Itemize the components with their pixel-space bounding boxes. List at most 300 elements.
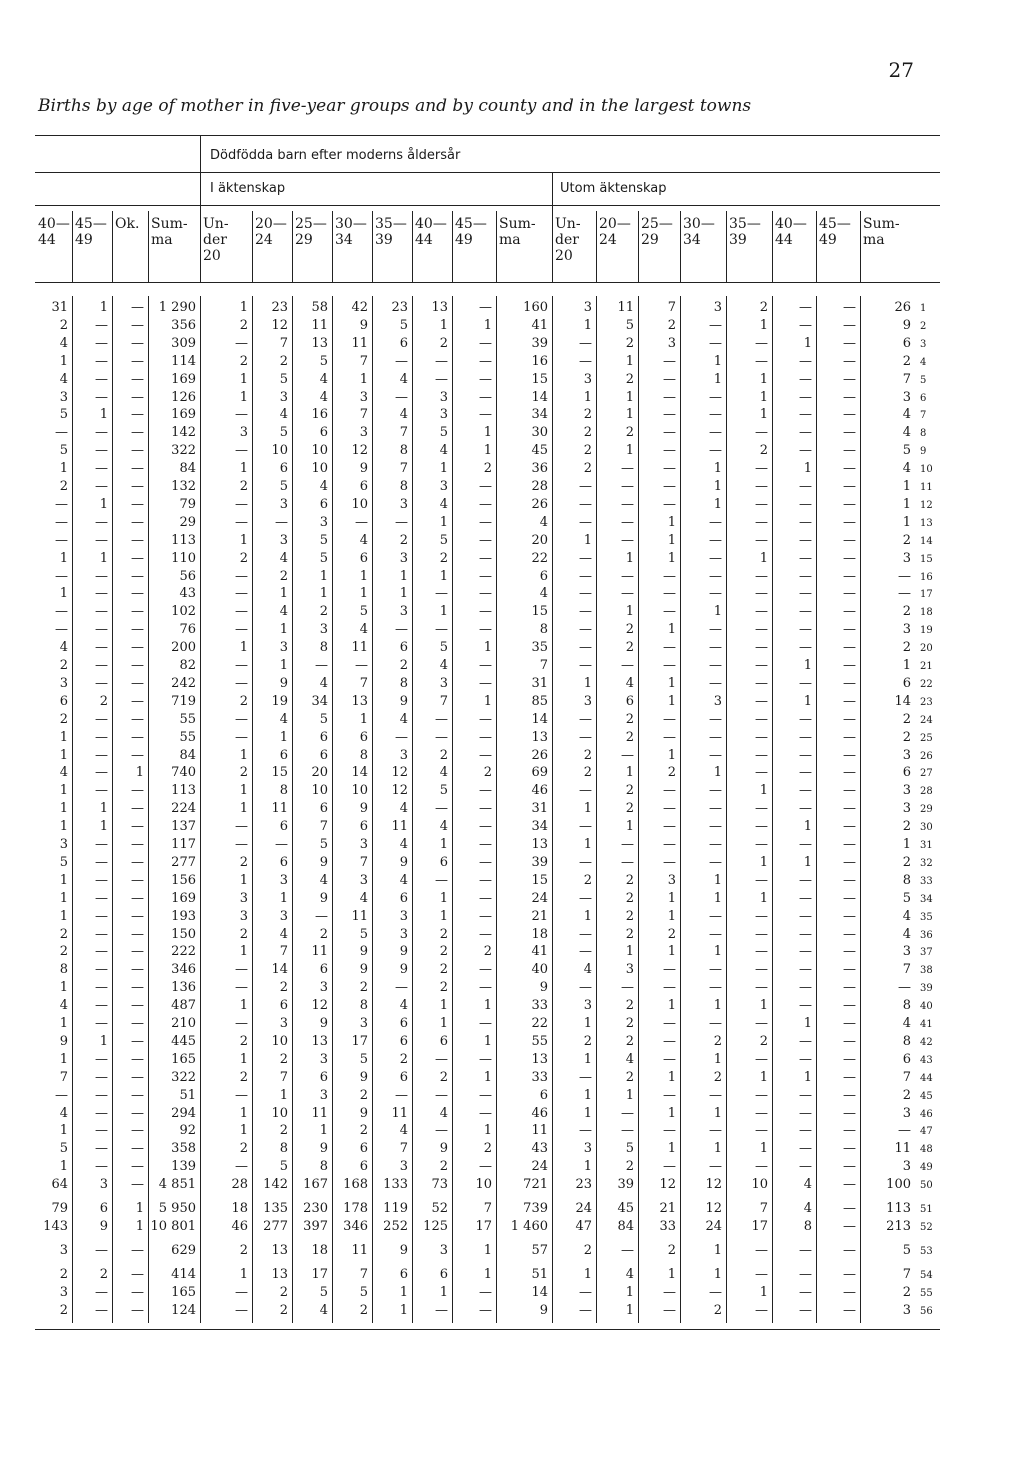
table-cell: —: [131, 514, 144, 530]
table-cell: 142: [171, 425, 196, 441]
table-cell: 14: [531, 711, 548, 727]
table-cell: 3: [359, 1016, 368, 1031]
table-cell: 167: [303, 1177, 328, 1193]
table-cell: 6: [399, 640, 408, 656]
table-cell: 2: [625, 1159, 634, 1175]
table-cell: 2: [239, 353, 248, 369]
table-cell: —: [95, 837, 108, 852]
table-cell: —: [95, 443, 108, 459]
table-cell: —: [843, 443, 856, 459]
row-number: 38: [920, 965, 933, 977]
column-header: Sum- ma: [863, 216, 900, 248]
table-cell: —: [843, 532, 856, 548]
table-cell: 58: [311, 300, 328, 315]
table-cell: 12: [391, 783, 408, 799]
table-cell: 8: [59, 962, 68, 978]
table-cell: 7: [439, 693, 448, 709]
vline-header: [496, 211, 497, 282]
table-cell: 6: [439, 854, 448, 870]
table-cell: —: [799, 640, 812, 656]
table-cell: 24: [705, 1218, 722, 1234]
table-cell: —: [663, 729, 676, 745]
table-cell: 15: [271, 765, 288, 781]
table-cell: —: [843, 1105, 856, 1121]
table-cell: 4: [279, 926, 288, 942]
table-cell: —: [755, 944, 768, 960]
table-cell: 1: [902, 514, 911, 530]
table-cell: 15: [531, 872, 548, 888]
table-cell: 6: [399, 1033, 408, 1049]
table-cell: —: [709, 335, 722, 351]
table-cell: 200: [171, 640, 196, 656]
table-cell: —: [131, 944, 144, 960]
table-cell: 11: [311, 1105, 328, 1121]
table-cell: 6: [359, 1141, 368, 1157]
table-cell: —: [663, 711, 676, 727]
table-cell: 33: [531, 998, 548, 1014]
column-header: 45— 49: [819, 216, 851, 248]
table-cell: —: [755, 640, 768, 656]
table-cell: —: [799, 389, 812, 405]
table-cell: 4: [902, 461, 911, 477]
table-cell: 1: [399, 586, 408, 602]
table-cell: —: [131, 675, 144, 691]
rule-group: [35, 172, 940, 173]
table-cell: 5: [59, 1141, 68, 1157]
table-cell: —: [479, 962, 492, 978]
table-cell: 17: [351, 1033, 368, 1049]
table-cell: —: [131, 962, 144, 978]
table-cell: 2: [239, 693, 248, 709]
row-number: 33: [920, 875, 933, 887]
table-cell: —: [799, 407, 812, 423]
table-cell: —: [479, 514, 492, 530]
table-cell: 3: [439, 675, 448, 691]
table-cell: 8: [399, 479, 408, 494]
table-cell: 165: [171, 1284, 196, 1300]
table-cell: 9: [539, 980, 548, 996]
table-cell: 5: [439, 532, 448, 548]
table-cell: 102: [171, 604, 196, 620]
row-number: 50: [920, 1180, 933, 1192]
table-cell: 1: [713, 890, 722, 906]
table-cell: 79: [51, 1201, 68, 1216]
table-cell: 2: [59, 479, 68, 494]
table-cell: 6: [539, 568, 548, 584]
table-cell: 9: [319, 1016, 328, 1031]
table-cell: 47: [575, 1218, 592, 1234]
table-cell: 7: [399, 461, 408, 477]
table-cell: 14: [531, 1284, 548, 1300]
table-cell: 1: [667, 550, 676, 566]
table-cell: —: [663, 496, 676, 512]
table-cell: —: [315, 658, 328, 673]
table-cell: —: [395, 980, 408, 996]
table-cell: —: [799, 711, 812, 727]
table-cell: —: [755, 586, 768, 602]
table-cell: 2: [59, 944, 68, 960]
table-cell: 30: [531, 425, 548, 441]
table-cell: —: [799, 353, 812, 369]
table-cell: 11: [531, 1123, 548, 1139]
subgroup-unmarried: Utom äktenskap: [560, 181, 667, 196]
table-cell: —: [235, 586, 248, 602]
table-cell: 7: [902, 1266, 911, 1282]
table-cell: 1: [713, 1105, 722, 1121]
table-cell: 1 290: [158, 300, 196, 315]
table-cell: 1: [759, 389, 768, 405]
table-cell: 51: [179, 1087, 196, 1103]
table-cell: 56: [179, 568, 196, 584]
table-cell: 3: [583, 300, 592, 315]
table-cell: —: [799, 1284, 812, 1300]
rule-header-bottom: [35, 282, 940, 283]
table-cell: 4: [59, 640, 68, 656]
table-cell: 1: [803, 658, 812, 673]
table-cell: 2: [239, 1033, 248, 1049]
table-cell: 4: [279, 407, 288, 423]
table-cell: —: [663, 854, 676, 870]
table-cell: 5: [902, 890, 911, 906]
table-cell: 3: [583, 693, 592, 709]
row-number: 2: [920, 320, 927, 332]
table-cell: —: [799, 1105, 812, 1121]
row-number: 30: [920, 822, 933, 834]
table-cell: 9: [359, 801, 368, 817]
table-cell: 2: [625, 1033, 634, 1049]
table-cell: 4: [59, 335, 68, 351]
vline-body: [816, 296, 817, 1323]
row-number: 28: [920, 786, 933, 798]
table-cell: 1: [239, 389, 248, 405]
table-cell: 76: [179, 622, 196, 638]
table-cell: —: [663, 389, 676, 405]
table-cell: 6: [359, 479, 368, 494]
row-number: 17: [920, 589, 933, 601]
column-header: 25— 29: [295, 216, 327, 248]
table-cell: —: [621, 532, 634, 548]
table-cell: —: [235, 568, 248, 584]
table-cell: —: [755, 801, 768, 817]
table-cell: —: [479, 1087, 492, 1103]
table-cell: 8: [359, 747, 368, 763]
table-cell: —: [579, 658, 592, 673]
table-cell: —: [755, 729, 768, 745]
row-number: 10: [920, 464, 933, 476]
table-cell: —: [799, 837, 812, 852]
table-cell: —: [95, 389, 108, 405]
row-number: 51: [920, 1204, 933, 1215]
table-cell: 24: [531, 1159, 548, 1175]
table-cell: 277: [263, 1218, 288, 1234]
table-cell: 2: [667, 926, 676, 942]
table-cell: 6: [902, 675, 911, 691]
table-cell: 1: [483, 1069, 492, 1085]
table-cell: 2: [439, 335, 448, 351]
table-cell: —: [709, 1159, 722, 1175]
table-cell: —: [755, 622, 768, 638]
table-cell: 14: [894, 693, 911, 709]
table-cell: 1: [713, 479, 722, 494]
table-cell: —: [435, 622, 448, 638]
table-cell: —: [709, 532, 722, 548]
table-cell: 721: [523, 1177, 548, 1193]
table-cell: 6: [399, 1266, 408, 1282]
vline-body: [372, 296, 373, 1323]
table-cell: 6: [319, 1069, 328, 1085]
table-cell: 8: [902, 872, 911, 888]
table-cell: —: [395, 389, 408, 405]
table-cell: 7: [902, 371, 911, 387]
table-cell: 39: [531, 854, 548, 870]
table-cell: 2: [483, 1141, 492, 1157]
table-cell: —: [799, 675, 812, 691]
table-cell: —: [843, 711, 856, 727]
table-cell: 8: [399, 443, 408, 459]
table-cell: 3: [902, 944, 911, 960]
table-cell: —: [315, 908, 328, 924]
vline-header: [596, 211, 597, 282]
table-cell: 739: [523, 1201, 548, 1216]
table-cell: 4: [625, 675, 634, 691]
table-cell: 4: [399, 801, 408, 817]
table-cell: 309: [171, 335, 196, 351]
table-cell: 2: [583, 872, 592, 888]
vline-header: [292, 211, 293, 282]
table-cell: —: [95, 371, 108, 387]
table-cell: 8: [279, 783, 288, 799]
table-cell: 4: [625, 1051, 634, 1067]
table-cell: 2: [667, 317, 676, 333]
table-cell: 4: [803, 1201, 812, 1216]
group-title: Dödfödda barn efter moderns åldersår: [210, 148, 461, 163]
table-cell: 3: [902, 1105, 911, 1121]
table-cell: —: [621, 854, 634, 870]
vline-header: [412, 211, 413, 282]
table-cell: 1: [59, 783, 68, 799]
table-cell: —: [131, 496, 144, 512]
table-cell: 34: [531, 407, 548, 423]
table-cell: 1: [359, 568, 368, 584]
row-number: 7: [920, 410, 927, 422]
table-cell: 1: [59, 1159, 68, 1175]
table-cell: 210: [171, 1016, 196, 1031]
table-cell: —: [663, 407, 676, 423]
table-cell: 2: [99, 1266, 108, 1282]
table-cell: 11: [351, 908, 368, 924]
table-cell: 7: [359, 854, 368, 870]
table-cell: 1: [625, 407, 634, 423]
table-cell: 1: [625, 765, 634, 781]
table-cell: 126: [171, 389, 196, 405]
table-cell: 2: [439, 1159, 448, 1175]
table-cell: —: [799, 568, 812, 584]
table-cell: —: [755, 819, 768, 835]
vline-header: [680, 211, 681, 282]
table-cell: 719: [171, 693, 196, 709]
table-cell: 1: [59, 801, 68, 817]
table-cell: —: [709, 711, 722, 727]
table-cell: 1: [239, 801, 248, 817]
table-cell: 252: [383, 1218, 408, 1234]
subgroup-married: I äktenskap: [210, 181, 286, 196]
table-cell: 84: [179, 461, 196, 477]
table-cell: 51: [531, 1266, 548, 1282]
table-cell: 35: [531, 640, 548, 656]
table-cell: —: [709, 980, 722, 996]
table-cell: 24: [575, 1201, 592, 1216]
table-cell: —: [131, 1069, 144, 1085]
table-cell: 5: [439, 425, 448, 441]
table-cell: —: [95, 335, 108, 351]
table-cell: 1: [583, 1105, 592, 1121]
table-cell: 1: [483, 693, 492, 709]
table-cell: 6: [902, 335, 911, 351]
table-cell: 277: [171, 854, 196, 870]
table-cell: —: [479, 300, 492, 315]
table-cell: 3: [399, 604, 408, 620]
table-cell: 1: [902, 496, 911, 512]
table-cell: —: [843, 371, 856, 387]
table-cell: —: [95, 1016, 108, 1031]
table-cell: 13: [311, 335, 328, 351]
table-cell: 12: [351, 443, 368, 459]
table-cell: 3: [279, 532, 288, 548]
table-cell: 5: [399, 317, 408, 333]
table-cell: —: [479, 1284, 492, 1300]
table-cell: 1: [59, 1051, 68, 1067]
table-cell: —: [95, 944, 108, 960]
table-cell: —: [479, 371, 492, 387]
table-cell: 2: [59, 711, 68, 727]
table-cell: 2: [625, 622, 634, 638]
table-cell: 4: [399, 1123, 408, 1139]
row-number: 22: [920, 678, 933, 690]
table-cell: —: [131, 604, 144, 620]
table-cell: 7: [279, 1069, 288, 1085]
table-cell: 5: [59, 854, 68, 870]
table-cell: 1: [239, 532, 248, 548]
table-cell: —: [799, 1266, 812, 1282]
table-cell: 7: [483, 1201, 492, 1216]
table-cell: 3: [902, 1302, 911, 1318]
table-cell: —: [755, 1159, 768, 1175]
table-cell: —: [621, 980, 634, 996]
row-number: 4: [920, 356, 927, 368]
table-cell: 1: [279, 622, 288, 638]
table-cell: —: [131, 407, 144, 423]
table-cell: —: [621, 479, 634, 494]
table-cell: 1: [99, 300, 108, 315]
row-number: 14: [920, 535, 933, 547]
table-cell: —: [843, 962, 856, 978]
table-cell: —: [843, 568, 856, 584]
table-cell: —: [131, 1141, 144, 1157]
table-cell: 2: [902, 604, 911, 620]
table-cell: 4: [439, 765, 448, 781]
table-cell: —: [755, 604, 768, 620]
table-cell: 6: [902, 1051, 911, 1067]
table-cell: 1: [239, 783, 248, 799]
table-cell: —: [95, 872, 108, 888]
table-cell: —: [395, 1087, 408, 1103]
column-header: 35— 39: [729, 216, 761, 248]
row-number: 35: [920, 911, 933, 923]
table-cell: 10: [271, 1033, 288, 1049]
table-cell: —: [709, 586, 722, 602]
table-cell: 3: [399, 1159, 408, 1175]
table-cell: 2: [439, 926, 448, 942]
table-cell: 1: [583, 1159, 592, 1175]
table-cell: 7: [359, 407, 368, 423]
table-cell: 11: [351, 335, 368, 351]
column-header: 20— 24: [599, 216, 631, 248]
table-cell: —: [709, 837, 722, 852]
table-cell: —: [579, 496, 592, 512]
table-cell: 6: [439, 1266, 448, 1282]
table-cell: 2: [59, 317, 68, 333]
table-cell: 2: [239, 1242, 248, 1258]
table-cell: —: [799, 1123, 812, 1139]
table-cell: —: [663, 479, 676, 494]
table-cell: —: [755, 1087, 768, 1103]
table-cell: 2: [902, 532, 911, 548]
table-cell: —: [479, 389, 492, 405]
column-header: Sum- ma: [151, 216, 188, 248]
table-cell: 2: [625, 1069, 634, 1085]
table-cell: 1: [667, 1141, 676, 1157]
page-number: 27: [888, 58, 914, 82]
table-cell: 17: [751, 1218, 768, 1234]
table-cell: —: [579, 514, 592, 530]
table-cell: 2: [319, 604, 328, 620]
table-cell: 322: [171, 443, 196, 459]
table-cell: —: [131, 1105, 144, 1121]
table-cell: 4: [399, 837, 408, 852]
vline-body: [496, 296, 497, 1323]
table-cell: 41: [531, 944, 548, 960]
vline-header: [452, 211, 453, 282]
vline-header: [112, 211, 113, 282]
table-cell: —: [663, 604, 676, 620]
table-cell: —: [663, 1051, 676, 1067]
table-cell: 1: [439, 890, 448, 906]
table-cell: 12: [659, 1177, 676, 1193]
table-cell: —: [131, 854, 144, 870]
table-cell: 3: [319, 980, 328, 996]
table-cell: 2: [902, 729, 911, 745]
table-cell: —: [843, 1302, 856, 1318]
table-cell: 1: [583, 1087, 592, 1103]
table-cell: 55: [179, 711, 196, 727]
row-number: 54: [920, 1269, 933, 1281]
table-cell: 2: [59, 1302, 68, 1318]
table-cell: —: [55, 604, 68, 620]
table-cell: —: [709, 962, 722, 978]
table-cell: 4: [319, 872, 328, 888]
table-cell: —: [663, 371, 676, 387]
table-cell: —: [131, 819, 144, 835]
table-cell: 1: [439, 461, 448, 477]
table-cell: 1: [99, 407, 108, 423]
vline-body: [552, 296, 553, 1323]
table-cell: —: [898, 1123, 911, 1139]
table-cell: 1: [759, 550, 768, 566]
table-cell: —: [131, 711, 144, 727]
table-cell: 1: [667, 675, 676, 691]
table-cell: 322: [171, 1069, 196, 1085]
table-cell: —: [663, 962, 676, 978]
